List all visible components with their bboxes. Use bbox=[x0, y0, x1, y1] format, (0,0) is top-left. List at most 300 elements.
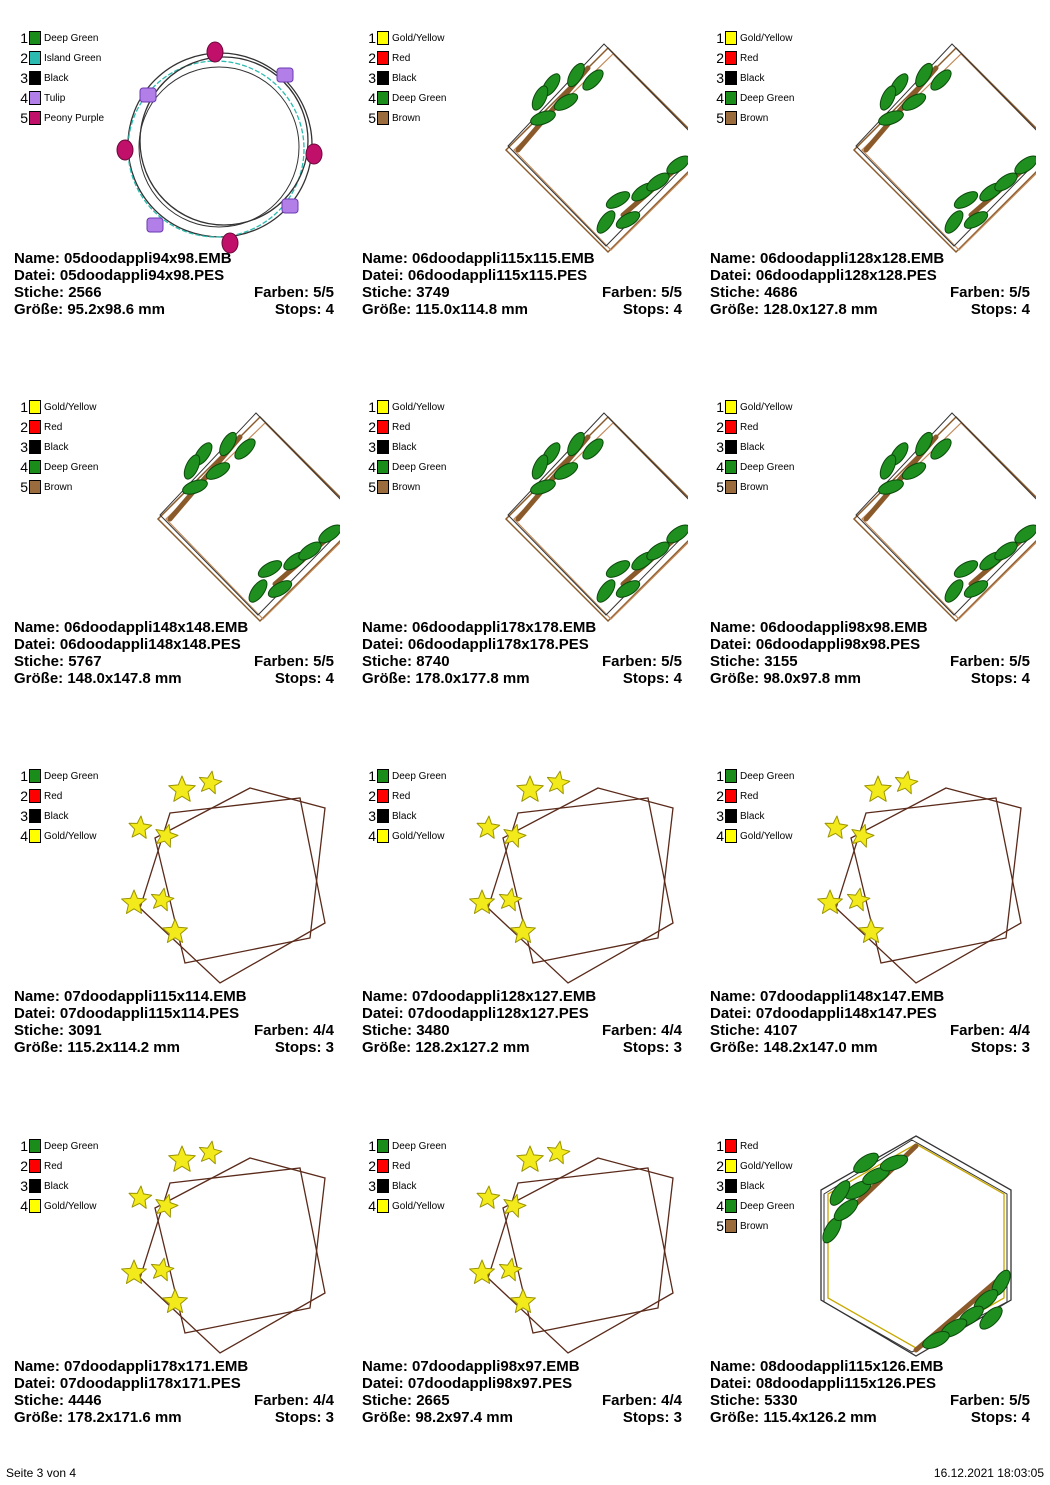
design-size: 95.2x98.6 mm bbox=[67, 301, 165, 318]
stitch-count: 5767 bbox=[68, 653, 102, 670]
thread-color-swatch bbox=[725, 51, 737, 65]
thread-color-swatch bbox=[725, 440, 737, 454]
stop-count: 4 bbox=[673, 301, 682, 318]
thread-color-swatch bbox=[29, 1199, 41, 1213]
stitch-count: 3749 bbox=[416, 284, 450, 301]
thread-color-name: Black bbox=[44, 72, 69, 84]
thread-color-number: 1 bbox=[368, 30, 376, 46]
embroidery-preview-diamond bbox=[796, 379, 1036, 629]
thread-color-entry bbox=[714, 68, 794, 88]
thread-color-name: Black bbox=[392, 72, 417, 84]
thread-color-swatch bbox=[725, 31, 737, 45]
thread-color-legend bbox=[714, 1136, 794, 1236]
stitch-count: 3091 bbox=[68, 1022, 102, 1039]
color-count: 4/4 bbox=[313, 1022, 334, 1039]
design-stitches-line: Stiche: 2566 Farben: 5/5 bbox=[14, 284, 334, 301]
thread-color-entry bbox=[714, 1156, 794, 1176]
thread-color-swatch bbox=[725, 111, 737, 125]
design-name: 06doodappli115x115.EMB bbox=[412, 250, 595, 267]
design-file: 07doodappli115x114.PES bbox=[59, 1005, 240, 1022]
design-size: 128.2x127.2 mm bbox=[415, 1039, 530, 1056]
color-count: 5/5 bbox=[661, 653, 682, 670]
design-name: 06doodappli98x98.EMB bbox=[760, 619, 928, 636]
design-name-line: Name: 07doodappli148x147.EMB bbox=[710, 988, 945, 1005]
thread-color-name: Deep Green bbox=[44, 770, 99, 782]
design-file: 07doodappli98x97.PES bbox=[407, 1375, 573, 1392]
design-file: 06doodappli98x98.PES bbox=[755, 636, 921, 653]
design-file-line: Datei: 07doodappli115x114.PES bbox=[14, 1005, 240, 1022]
design-info bbox=[14, 988, 334, 1056]
thread-color-entry bbox=[18, 477, 98, 497]
thread-color-number: 2 bbox=[716, 788, 724, 804]
design-size-line: Größe: 115.4x126.2 mm Stops: 4 bbox=[710, 1409, 1030, 1426]
thread-color-name: Black bbox=[740, 810, 765, 822]
thread-color-swatch bbox=[377, 769, 389, 783]
thread-color-name: Deep Green bbox=[740, 1200, 795, 1212]
thread-color-number: 5 bbox=[716, 479, 724, 495]
thread-color-name: Gold/Yellow bbox=[740, 1160, 793, 1172]
thread-color-number: 1 bbox=[20, 399, 28, 415]
thread-color-legend bbox=[366, 766, 446, 846]
design-size: 178.0x177.8 mm bbox=[415, 670, 530, 687]
thread-color-name: Brown bbox=[392, 481, 421, 493]
thread-color-number: 4 bbox=[368, 90, 376, 106]
thread-color-name: Deep Green bbox=[44, 1140, 99, 1152]
design-card bbox=[696, 1108, 1044, 1477]
thread-color-swatch bbox=[725, 829, 737, 843]
design-file: 05doodappli94x98.PES bbox=[59, 267, 225, 284]
thread-color-name: Brown bbox=[740, 481, 769, 493]
thread-color-name: Black bbox=[392, 810, 417, 822]
thread-color-swatch bbox=[29, 91, 41, 105]
thread-color-name: Gold/Yellow bbox=[392, 32, 445, 44]
thread-color-entry bbox=[18, 68, 104, 88]
color-count: 5/5 bbox=[313, 284, 334, 301]
thread-color-name: Tulip bbox=[44, 92, 66, 104]
thread-color-number: 1 bbox=[716, 30, 724, 46]
thread-color-number: 2 bbox=[20, 419, 28, 435]
thread-color-number: 3 bbox=[368, 70, 376, 86]
thread-color-swatch bbox=[725, 809, 737, 823]
color-count: 5/5 bbox=[661, 284, 682, 301]
thread-color-name: Red bbox=[392, 52, 411, 64]
design-info bbox=[710, 1358, 1030, 1426]
design-card bbox=[348, 0, 696, 369]
design-size-line: Größe: 128.2x127.2 mm Stops: 3 bbox=[362, 1039, 682, 1056]
design-stitches-line: Stiche: 3155 Farben: 5/5 bbox=[710, 653, 1030, 670]
thread-color-entry bbox=[18, 806, 98, 826]
thread-color-swatch bbox=[725, 769, 737, 783]
design-stitches-line: Stiche: 3091 Farben: 4/4 bbox=[14, 1022, 334, 1039]
thread-color-number: 3 bbox=[716, 808, 724, 824]
thread-color-swatch bbox=[377, 400, 389, 414]
thread-color-swatch bbox=[29, 480, 41, 494]
thread-color-swatch bbox=[377, 71, 389, 85]
thread-color-swatch bbox=[725, 71, 737, 85]
embroidery-preview-diamond bbox=[448, 10, 688, 260]
thread-color-name: Deep Green bbox=[740, 770, 795, 782]
embroidery-preview-stars bbox=[448, 1118, 688, 1368]
thread-color-entry bbox=[366, 417, 446, 437]
thread-color-number: 2 bbox=[716, 419, 724, 435]
thread-color-name: Black bbox=[392, 441, 417, 453]
design-size-line: Größe: 98.0x97.8 mm Stops: 4 bbox=[710, 670, 1030, 687]
thread-color-entry bbox=[366, 28, 446, 48]
design-stitches-line: Stiche: 5330 Farben: 5/5 bbox=[710, 1392, 1030, 1409]
thread-color-entry bbox=[714, 477, 794, 497]
thread-color-entry bbox=[18, 417, 98, 437]
thread-color-number: 5 bbox=[716, 110, 724, 126]
stitch-count: 4107 bbox=[764, 1022, 798, 1039]
thread-color-name: Gold/Yellow bbox=[392, 401, 445, 413]
thread-color-name: Brown bbox=[44, 481, 73, 493]
design-name-line: Name: 07doodappli178x171.EMB bbox=[14, 1358, 249, 1375]
thread-color-legend bbox=[714, 397, 794, 497]
thread-color-entry bbox=[714, 437, 794, 457]
design-name-line: Name: 06doodappli128x128.EMB bbox=[710, 250, 945, 267]
thread-color-number: 1 bbox=[20, 768, 28, 784]
thread-color-name: Red bbox=[740, 1140, 759, 1152]
design-card bbox=[0, 369, 348, 738]
thread-color-swatch bbox=[377, 480, 389, 494]
thread-color-name: Black bbox=[740, 72, 765, 84]
thread-color-number: 4 bbox=[368, 828, 376, 844]
thread-color-swatch bbox=[725, 480, 737, 494]
thread-color-number: 3 bbox=[716, 1178, 724, 1194]
thread-color-name: Black bbox=[44, 810, 69, 822]
thread-color-swatch bbox=[377, 111, 389, 125]
thread-color-entry bbox=[18, 786, 98, 806]
thread-color-entry bbox=[366, 1176, 446, 1196]
thread-color-name: Deep Green bbox=[392, 1140, 447, 1152]
thread-color-name: Gold/Yellow bbox=[740, 830, 793, 842]
stop-count: 4 bbox=[325, 301, 334, 318]
print-timestamp: 16.12.2021 18:03:05 bbox=[933, 1466, 1044, 1480]
thread-color-swatch bbox=[29, 420, 41, 434]
design-name: 07doodappli115x114.EMB bbox=[64, 988, 247, 1005]
thread-color-legend bbox=[714, 28, 794, 128]
design-info bbox=[362, 250, 682, 318]
thread-color-entry bbox=[714, 766, 794, 786]
thread-color-name: Red bbox=[392, 1160, 411, 1172]
thread-color-swatch bbox=[725, 1159, 737, 1173]
design-name-line: Name: 05doodappli94x98.EMB bbox=[14, 250, 232, 267]
thread-color-entry bbox=[366, 1156, 446, 1176]
thread-color-swatch bbox=[725, 91, 737, 105]
thread-color-entry bbox=[366, 437, 446, 457]
design-file: 06doodappli128x128.PES bbox=[755, 267, 937, 284]
thread-color-name: Red bbox=[44, 421, 63, 433]
design-name: 07doodappli148x147.EMB bbox=[760, 988, 945, 1005]
thread-color-swatch bbox=[377, 809, 389, 823]
color-count: 5/5 bbox=[1009, 284, 1030, 301]
thread-color-legend bbox=[366, 28, 446, 128]
thread-color-number: 2 bbox=[716, 50, 724, 66]
thread-color-number: 5 bbox=[368, 110, 376, 126]
thread-color-entry bbox=[714, 108, 794, 128]
embroidery-preview-stars bbox=[448, 748, 688, 998]
thread-color-name: Brown bbox=[740, 112, 769, 124]
design-file-line: Datei: 06doodappli98x98.PES bbox=[710, 636, 921, 653]
thread-color-number: 2 bbox=[20, 1158, 28, 1174]
stop-count: 4 bbox=[1021, 301, 1030, 318]
thread-color-name: Gold/Yellow bbox=[44, 401, 97, 413]
thread-color-number: 5 bbox=[20, 479, 28, 495]
thread-color-name: Deep Green bbox=[392, 92, 447, 104]
thread-color-number: 4 bbox=[716, 459, 724, 475]
thread-color-number: 1 bbox=[20, 30, 28, 46]
thread-color-name: Gold/Yellow bbox=[392, 830, 445, 842]
thread-color-entry bbox=[366, 48, 446, 68]
thread-color-number: 4 bbox=[20, 459, 28, 475]
thread-color-number: 3 bbox=[20, 1178, 28, 1194]
thread-color-entry bbox=[366, 826, 446, 846]
thread-color-name: Red bbox=[392, 790, 411, 802]
thread-color-entry bbox=[714, 417, 794, 437]
thread-color-entry bbox=[714, 28, 794, 48]
thread-color-number: 1 bbox=[716, 399, 724, 415]
design-size-line: Größe: 128.0x127.8 mm Stops: 4 bbox=[710, 301, 1030, 318]
design-info bbox=[710, 250, 1030, 318]
design-file-line: Datei: 07doodappli178x171.PES bbox=[14, 1375, 241, 1392]
thread-color-number: 4 bbox=[20, 90, 28, 106]
thread-color-swatch bbox=[725, 400, 737, 414]
design-card bbox=[348, 1108, 696, 1477]
design-card bbox=[696, 369, 1044, 738]
thread-color-number: 4 bbox=[716, 90, 724, 106]
thread-color-swatch bbox=[29, 789, 41, 803]
thread-color-number: 2 bbox=[716, 1158, 724, 1174]
design-name: 07doodappli178x171.EMB bbox=[64, 1358, 249, 1375]
thread-color-number: 3 bbox=[716, 70, 724, 86]
thread-color-entry bbox=[714, 1196, 794, 1216]
thread-color-number: 1 bbox=[716, 1138, 724, 1154]
thread-color-number: 4 bbox=[368, 1198, 376, 1214]
thread-color-entry bbox=[18, 48, 104, 68]
stop-count: 3 bbox=[673, 1409, 682, 1426]
thread-color-swatch bbox=[29, 400, 41, 414]
design-file-line: Datei: 06doodappli178x178.PES bbox=[362, 636, 589, 653]
embroidery-preview-diamond bbox=[100, 379, 340, 629]
thread-color-name: Deep Green bbox=[44, 461, 99, 473]
thread-color-name: Red bbox=[740, 421, 759, 433]
thread-color-entry bbox=[366, 68, 446, 88]
thread-color-entry bbox=[18, 766, 98, 786]
design-file: 06doodappli148x148.PES bbox=[59, 636, 241, 653]
thread-color-name: Deep Green bbox=[44, 32, 99, 44]
stop-count: 4 bbox=[673, 670, 682, 687]
design-size-line: Größe: 98.2x97.4 mm Stops: 3 bbox=[362, 1409, 682, 1426]
design-file: 07doodappli178x171.PES bbox=[59, 1375, 241, 1392]
thread-color-entry bbox=[18, 28, 104, 48]
thread-color-entry bbox=[366, 1136, 446, 1156]
thread-color-legend bbox=[366, 397, 446, 497]
thread-color-number: 4 bbox=[20, 1198, 28, 1214]
thread-color-number: 5 bbox=[368, 479, 376, 495]
thread-color-entry bbox=[714, 48, 794, 68]
design-info bbox=[362, 619, 682, 687]
stop-count: 3 bbox=[673, 1039, 682, 1056]
design-name-line: Name: 07doodappli115x114.EMB bbox=[14, 988, 247, 1005]
thread-color-number: 2 bbox=[368, 419, 376, 435]
thread-color-number: 1 bbox=[716, 768, 724, 784]
thread-color-entry bbox=[714, 1216, 794, 1236]
thread-color-name: Island Green bbox=[44, 52, 102, 64]
design-size: 115.2x114.2 mm bbox=[67, 1039, 180, 1056]
design-file-line: Datei: 08doodappli115x126.PES bbox=[710, 1375, 936, 1392]
embroidery-preview-diamond bbox=[448, 379, 688, 629]
design-name: 06doodappli128x128.EMB bbox=[760, 250, 945, 267]
design-size: 148.2x147.0 mm bbox=[763, 1039, 878, 1056]
stop-count: 3 bbox=[325, 1039, 334, 1056]
design-size: 128.0x127.8 mm bbox=[763, 301, 878, 318]
design-name: 06doodappli178x178.EMB bbox=[412, 619, 597, 636]
design-name: 05doodappli94x98.EMB bbox=[64, 250, 232, 267]
thread-color-entry bbox=[18, 1156, 98, 1176]
stitch-count: 4446 bbox=[68, 1392, 102, 1409]
thread-color-swatch bbox=[725, 1179, 737, 1193]
thread-color-legend bbox=[366, 1136, 446, 1216]
stop-count: 4 bbox=[325, 670, 334, 687]
stop-count: 3 bbox=[325, 1409, 334, 1426]
thread-color-entry bbox=[18, 437, 98, 457]
thread-color-name: Red bbox=[740, 790, 759, 802]
thread-color-legend bbox=[18, 397, 98, 497]
thread-color-name: Red bbox=[740, 52, 759, 64]
design-card bbox=[0, 738, 348, 1107]
design-info bbox=[362, 988, 682, 1056]
thread-color-entry bbox=[714, 826, 794, 846]
thread-color-number: 1 bbox=[368, 399, 376, 415]
thread-color-number: 1 bbox=[368, 768, 376, 784]
thread-color-entry bbox=[366, 786, 446, 806]
thread-color-number: 3 bbox=[20, 70, 28, 86]
thread-color-swatch bbox=[377, 31, 389, 45]
thread-color-entry bbox=[18, 1136, 98, 1156]
thread-color-entry bbox=[366, 397, 446, 417]
thread-color-swatch bbox=[29, 769, 41, 783]
thread-color-entry bbox=[18, 826, 98, 846]
design-file-line: Datei: 06doodappli148x148.PES bbox=[14, 636, 241, 653]
thread-color-swatch bbox=[29, 440, 41, 454]
thread-color-entry bbox=[714, 806, 794, 826]
design-name-line: Name: 07doodappli98x97.EMB bbox=[362, 1358, 580, 1375]
stitch-count: 3155 bbox=[764, 653, 798, 670]
thread-color-swatch bbox=[377, 1179, 389, 1193]
stitch-count: 5330 bbox=[764, 1392, 798, 1409]
stitch-count: 2665 bbox=[416, 1392, 450, 1409]
thread-color-swatch bbox=[29, 1159, 41, 1173]
design-file-line: Datei: 06doodappli128x128.PES bbox=[710, 267, 937, 284]
design-stitches-line: Stiche: 3480 Farben: 4/4 bbox=[362, 1022, 682, 1039]
embroidery-preview-stars bbox=[100, 1118, 340, 1368]
thread-color-entry bbox=[714, 457, 794, 477]
embroidery-preview-stars bbox=[796, 748, 1036, 998]
thread-color-entry bbox=[366, 108, 446, 128]
design-size-line: Größe: 148.2x147.0 mm Stops: 3 bbox=[710, 1039, 1030, 1056]
thread-color-swatch bbox=[29, 51, 41, 65]
embroidery-preview-stars bbox=[100, 748, 340, 998]
thread-color-swatch bbox=[29, 1139, 41, 1153]
design-name-line: Name: 07doodappli128x127.EMB bbox=[362, 988, 597, 1005]
design-card bbox=[696, 738, 1044, 1107]
thread-color-number: 3 bbox=[368, 439, 376, 455]
design-name-line: Name: 06doodappli148x148.EMB bbox=[14, 619, 249, 636]
thread-color-number: 4 bbox=[368, 459, 376, 475]
thread-color-swatch bbox=[377, 51, 389, 65]
thread-color-swatch bbox=[29, 31, 41, 45]
thread-color-swatch bbox=[377, 440, 389, 454]
embroidery-preview-wreath bbox=[100, 10, 340, 260]
design-size: 98.2x97.4 mm bbox=[415, 1409, 513, 1426]
thread-color-swatch bbox=[377, 420, 389, 434]
thread-color-name: Black bbox=[392, 1180, 417, 1192]
thread-color-number: 2 bbox=[368, 50, 376, 66]
thread-color-swatch bbox=[29, 71, 41, 85]
thread-color-entry bbox=[18, 397, 98, 417]
thread-color-legend bbox=[714, 766, 794, 846]
thread-color-entry bbox=[714, 88, 794, 108]
thread-color-legend bbox=[18, 28, 104, 128]
thread-color-name: Peony Purple bbox=[44, 112, 105, 124]
design-stitches-line: Stiche: 3749 Farben: 5/5 bbox=[362, 284, 682, 301]
thread-color-legend bbox=[18, 766, 98, 846]
thread-color-number: 4 bbox=[20, 828, 28, 844]
thread-color-name: Black bbox=[44, 441, 69, 453]
design-file-line: Datei: 05doodappli94x98.PES bbox=[14, 267, 225, 284]
thread-color-swatch bbox=[725, 460, 737, 474]
thread-color-number: 3 bbox=[368, 1178, 376, 1194]
thread-color-legend bbox=[18, 1136, 98, 1216]
design-info bbox=[14, 250, 334, 318]
thread-color-swatch bbox=[29, 1179, 41, 1193]
design-info bbox=[14, 1358, 334, 1426]
stitch-count: 3480 bbox=[416, 1022, 450, 1039]
design-info bbox=[710, 619, 1030, 687]
page-number: Seite 3 von 4 bbox=[6, 1466, 77, 1480]
thread-color-swatch bbox=[725, 789, 737, 803]
design-size: 148.0x147.8 mm bbox=[67, 670, 182, 687]
thread-color-swatch bbox=[725, 420, 737, 434]
stop-count: 4 bbox=[1021, 1409, 1030, 1426]
thread-color-entry bbox=[714, 1176, 794, 1196]
thread-color-swatch bbox=[377, 1139, 389, 1153]
design-info bbox=[14, 619, 334, 687]
thread-color-swatch bbox=[29, 460, 41, 474]
design-name-line: Name: 08doodappli115x126.EMB bbox=[710, 1358, 944, 1375]
design-name: 07doodappli128x127.EMB bbox=[412, 988, 597, 1005]
design-stitches-line: Stiche: 4107 Farben: 4/4 bbox=[710, 1022, 1030, 1039]
thread-color-name: Brown bbox=[740, 1220, 769, 1232]
thread-color-number: 3 bbox=[20, 439, 28, 455]
design-size-line: Größe: 178.0x177.8 mm Stops: 4 bbox=[362, 670, 682, 687]
thread-color-entry bbox=[18, 457, 98, 477]
design-card bbox=[348, 369, 696, 738]
stitch-count: 8740 bbox=[416, 653, 450, 670]
thread-color-name: Black bbox=[740, 1180, 765, 1192]
thread-color-swatch bbox=[377, 829, 389, 843]
color-count: 4/4 bbox=[661, 1392, 682, 1409]
thread-color-number: 3 bbox=[716, 439, 724, 455]
thread-color-number: 1 bbox=[368, 1138, 376, 1154]
design-file: 07doodappli148x147.PES bbox=[755, 1005, 937, 1022]
thread-color-entry bbox=[714, 786, 794, 806]
design-stitches-line: Stiche: 4686 Farben: 5/5 bbox=[710, 284, 1030, 301]
thread-color-swatch bbox=[725, 1139, 737, 1153]
thread-color-swatch bbox=[377, 1159, 389, 1173]
color-count: 5/5 bbox=[1009, 1392, 1030, 1409]
thread-color-swatch bbox=[377, 460, 389, 474]
